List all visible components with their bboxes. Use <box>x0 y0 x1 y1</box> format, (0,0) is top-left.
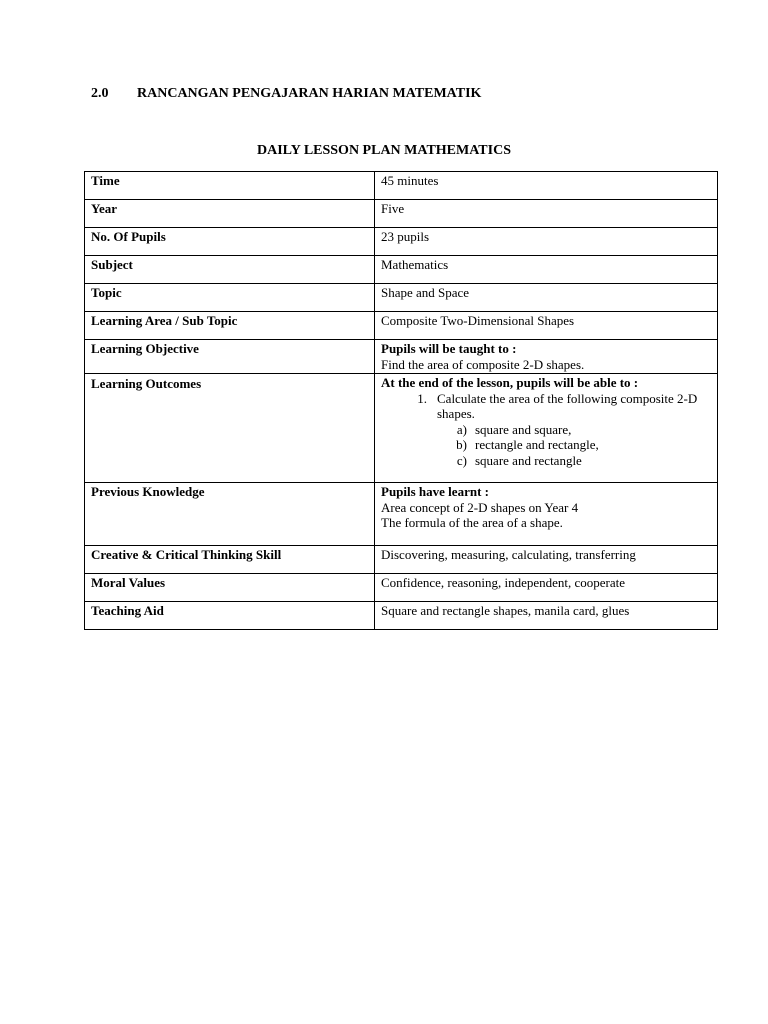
table-row <box>85 200 718 228</box>
item-letter: c) <box>456 452 467 468</box>
item-text: Calculate the area of the following composite 2-D shapes. <box>437 390 698 421</box>
row-value: Five <box>375 200 718 228</box>
previous-line: The formula of the area of a shape. <box>381 515 563 530</box>
lesson-plan-table <box>84 171 718 630</box>
table-row <box>85 573 718 601</box>
row-label: Learning Outcomes <box>85 374 375 483</box>
previous-heading: Pupils have learnt : <box>381 484 489 499</box>
objective-heading: Pupils will be taught to : <box>381 341 517 356</box>
row-value: Composite Two-Dimensional Shapes <box>375 312 718 340</box>
item-number: 1. <box>417 390 427 406</box>
table-row <box>85 545 718 573</box>
table-row <box>85 284 718 312</box>
table-row <box>85 483 718 546</box>
row-value: 23 pupils <box>375 228 718 256</box>
row-value: 45 minutes <box>375 172 718 200</box>
objective-line: Find the area of composite 2-D shapes. <box>381 356 585 372</box>
row-label: Moral Values <box>85 573 375 601</box>
row-value: Mathematics <box>375 256 718 284</box>
row-label: Subject <box>85 256 375 284</box>
table-row <box>85 228 718 256</box>
table-row <box>85 374 718 483</box>
list-item <box>445 422 711 438</box>
table-row <box>85 601 718 629</box>
row-value <box>375 374 718 483</box>
row-label: Learning Area / Sub Topic <box>85 312 375 340</box>
item-text: square and rectangle <box>475 452 582 468</box>
list-item <box>445 453 711 469</box>
row-value: Square and rectangle shapes, manila card, glues <box>375 601 718 629</box>
row-label: Year <box>85 200 375 228</box>
previous-line: Area concept of 2-D shapes on Year 4 <box>381 499 579 515</box>
row-label: Teaching Aid <box>85 601 375 629</box>
row-label: No. Of Pupils <box>85 228 375 256</box>
item-text: square and square, <box>475 421 572 437</box>
row-label: Creative & Critical Thinking Skill <box>85 545 375 573</box>
row-value <box>375 483 718 546</box>
row-value: Confidence, reasoning, independent, cooperate <box>375 573 718 601</box>
table-row <box>85 172 718 200</box>
row-label: Topic <box>85 284 375 312</box>
table-row <box>85 312 718 340</box>
section-number: 2.0 <box>91 86 109 101</box>
item-letter: a) <box>456 421 467 437</box>
sub-list <box>381 422 711 469</box>
row-value: Discovering, measuring, calculating, transferring <box>375 545 718 573</box>
list-item <box>381 391 711 422</box>
document-subtitle: DAILY LESSON PLAN MATHEMATICS <box>257 143 511 158</box>
row-label: Previous Knowledge <box>85 483 375 546</box>
table-row <box>85 340 718 374</box>
list-item <box>445 437 711 453</box>
outcomes-heading: At the end of the lesson, pupils will be able to : <box>381 375 639 390</box>
row-label: Learning Objective <box>85 340 375 374</box>
row-value: Shape and Space <box>375 284 718 312</box>
row-label: Time <box>85 172 375 200</box>
row-value <box>375 340 718 374</box>
section-title: RANCANGAN PENGAJARAN HARIAN MATEMATIK <box>137 86 482 101</box>
section-heading <box>91 86 481 102</box>
table-row <box>85 256 718 284</box>
item-letter: b) <box>456 437 467 452</box>
item-text: rectangle and rectangle, <box>475 437 599 452</box>
